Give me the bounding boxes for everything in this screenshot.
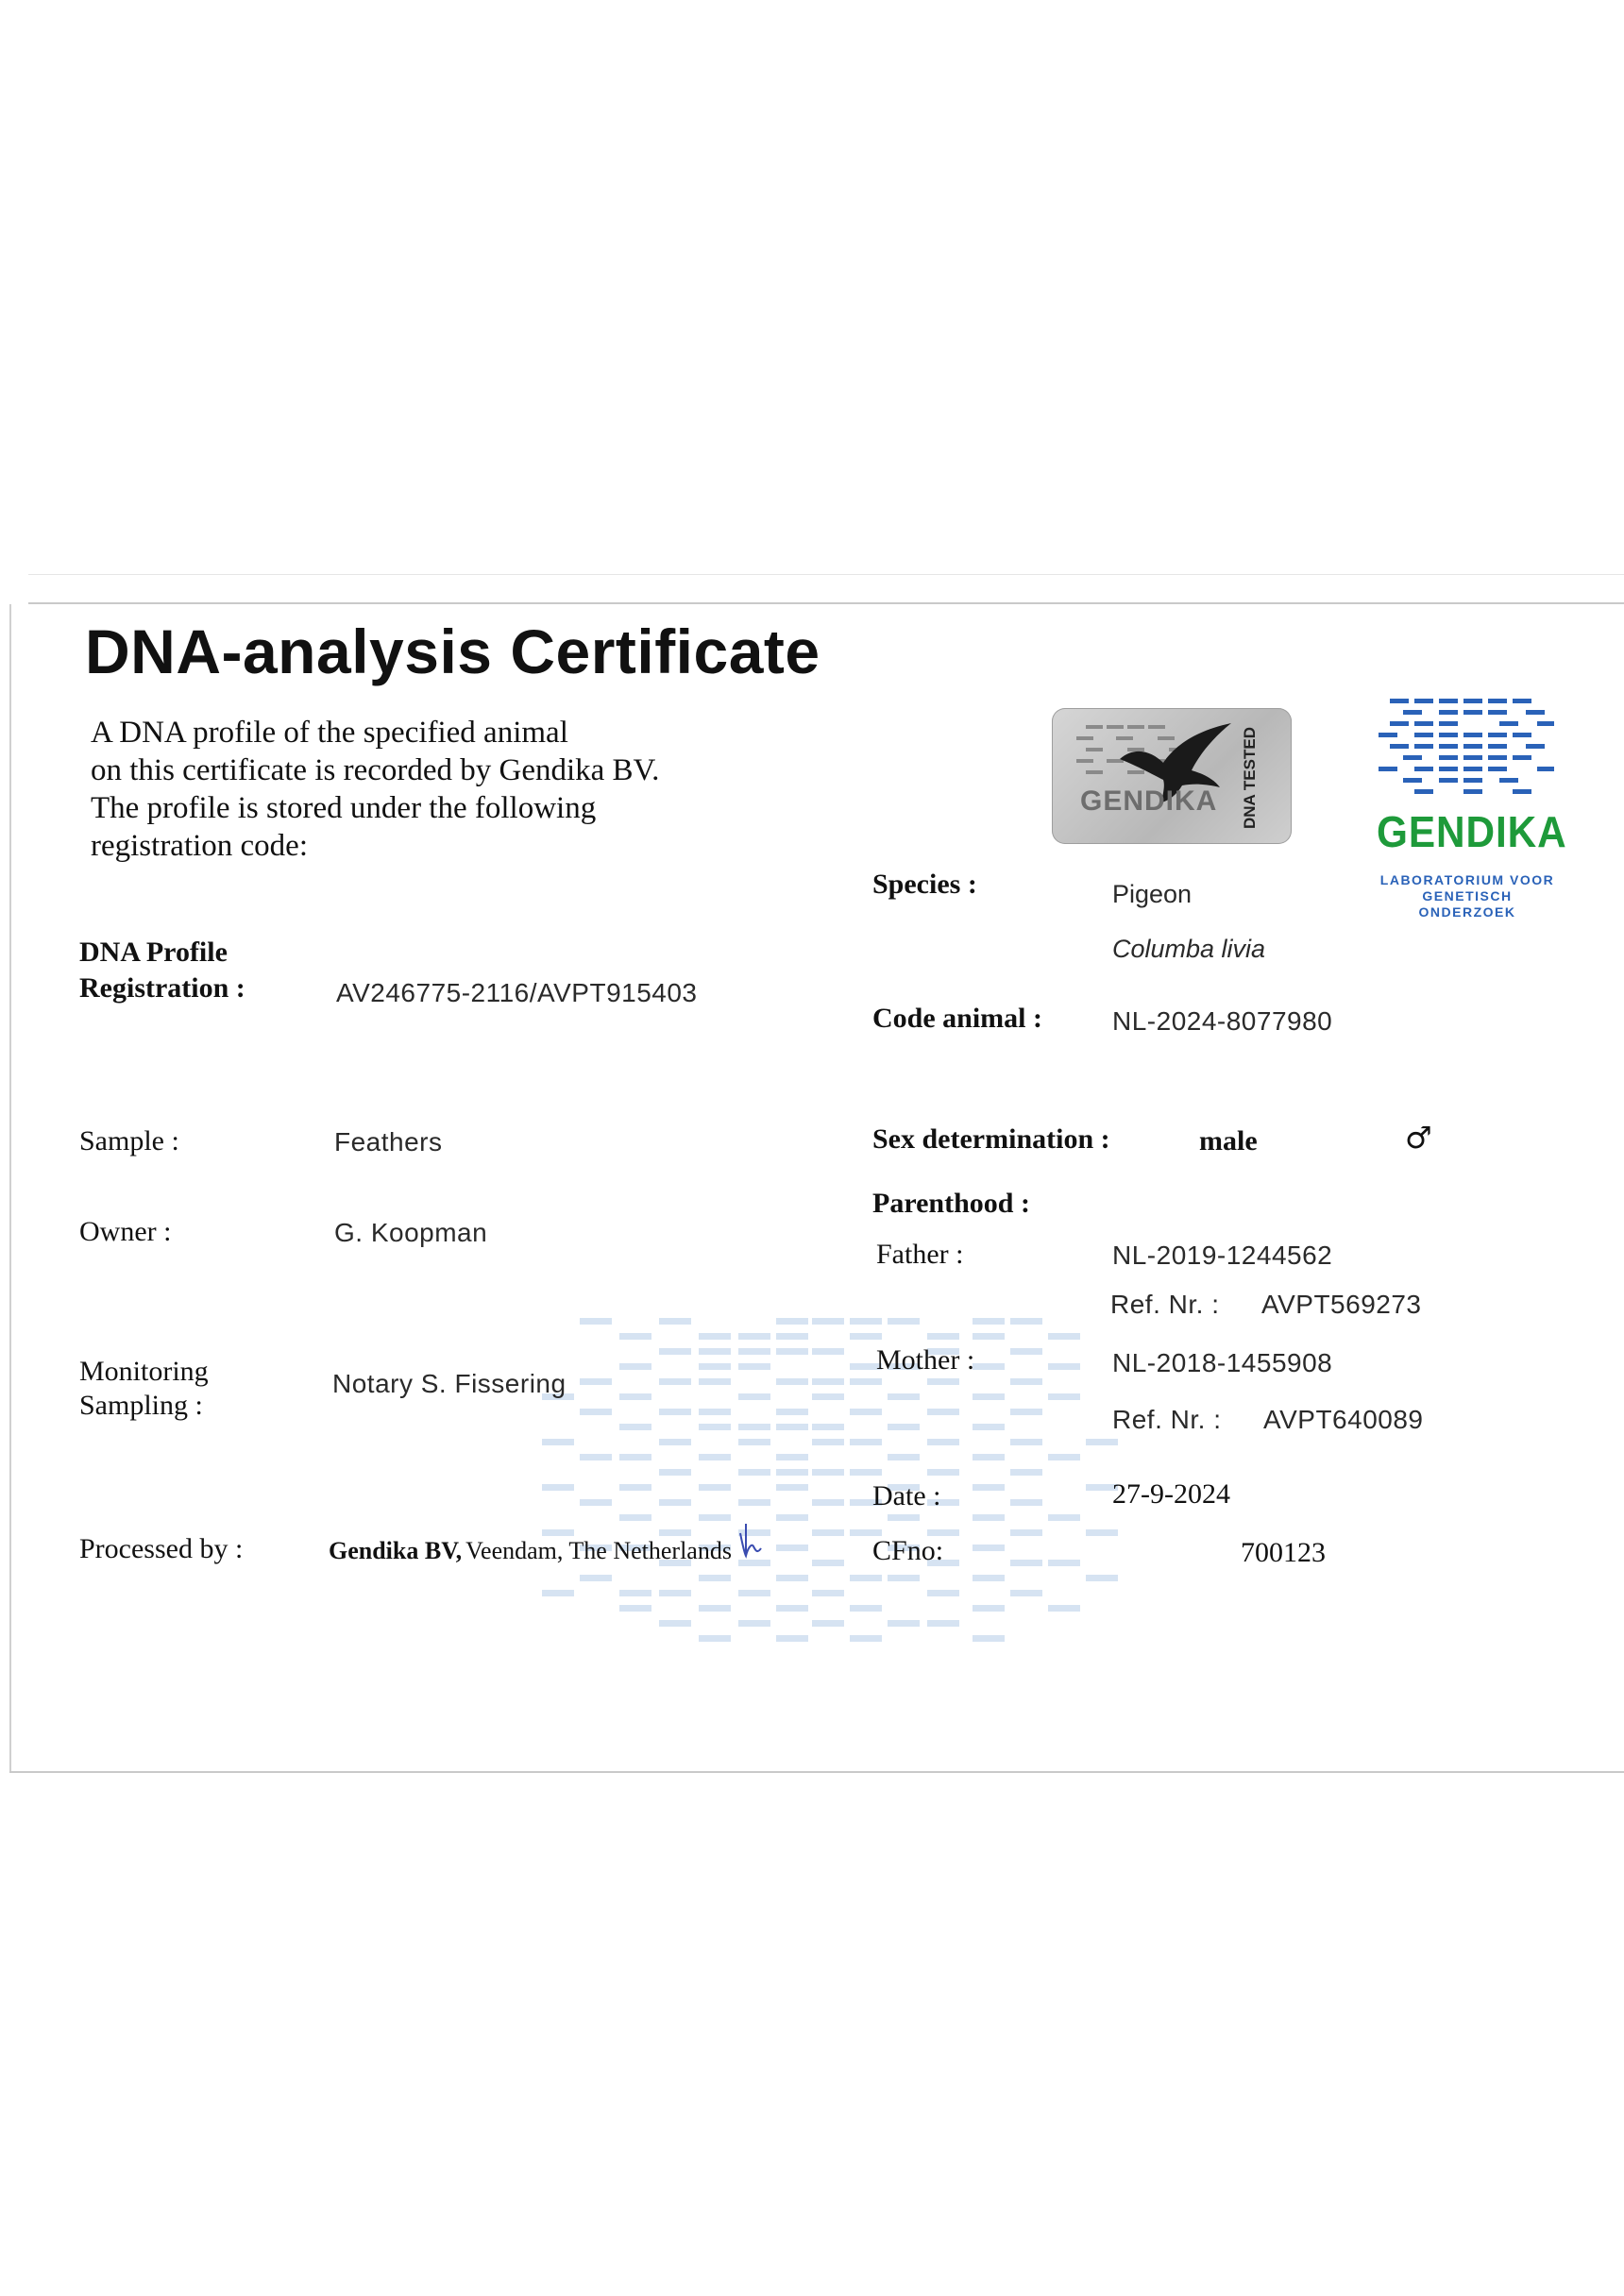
monitoring-label-line1: Monitoring — [79, 1356, 209, 1387]
species-label: Species : — [872, 869, 977, 900]
certificate-title: DNA-analysis Certificate — [85, 616, 820, 686]
monitoring-value: Notary S. Fissering — [332, 1369, 567, 1398]
mother-ref-value: AVPT640089 — [1263, 1405, 1424, 1434]
intro-line: registration code: — [91, 829, 309, 863]
code-animal-label: Code animal : — [872, 1003, 1042, 1034]
card-edge-outer — [28, 574, 1624, 575]
parenthood-label: Parenthood : — [872, 1188, 1030, 1219]
father-label: Father : — [876, 1239, 964, 1270]
father-value: NL-2019-1244562 — [1112, 1241, 1333, 1270]
dna-watermark — [538, 1312, 1133, 1662]
card-top-edge — [28, 602, 1624, 604]
owner-label: Owner : — [79, 1216, 172, 1247]
registration-label-line1: DNA Profile — [79, 937, 228, 968]
cfno-label: CFno: — [872, 1535, 944, 1566]
cfno-value: 700123 — [1241, 1537, 1326, 1568]
initials-signature-icon — [736, 1520, 765, 1562]
processed-value — [329, 1537, 732, 1565]
mother-value: NL-2018-1455908 — [1112, 1348, 1333, 1377]
processed-company: Gendika BV, — [329, 1537, 463, 1564]
owner-value: G. Koopman — [334, 1218, 488, 1247]
seal-tested-label: DNA TESTED — [1241, 727, 1259, 829]
male-symbol-icon: ♂ — [1405, 1120, 1432, 1156]
sample-label: Sample : — [79, 1125, 179, 1156]
date-value: 27-9-2024 — [1112, 1478, 1230, 1510]
registration-label-line2: Registration : — [79, 972, 245, 1004]
gendika-logo-icon — [1377, 695, 1556, 799]
intro-paragraph — [91, 714, 659, 865]
species-latin: Columba livia — [1112, 935, 1266, 963]
sample-value: Feathers — [334, 1127, 443, 1156]
intro-line: The profile is stored under the following — [91, 791, 597, 825]
code-animal-value: NL-2024-8077980 — [1112, 1006, 1333, 1036]
logo-subtitle — [1379, 872, 1556, 920]
date-label: Date : — [872, 1480, 941, 1511]
seal-tested-label-wrap — [1237, 718, 1275, 835]
card-bottom-edge — [9, 1771, 1624, 1773]
seal-brand: GENDIKA — [1080, 785, 1218, 817]
logo-subtitle-line: GENETISCH ONDERZOEK — [1418, 888, 1516, 920]
intro-line: on this certificate is recorded by Gendika BV. — [91, 753, 660, 787]
father-ref-label: Ref. Nr. : — [1110, 1290, 1220, 1319]
monitoring-label-line2: Sampling : — [79, 1390, 203, 1421]
processed-location: Veendam, The Netherlands — [465, 1537, 732, 1564]
father-ref-value: AVPT569273 — [1261, 1290, 1422, 1319]
species-common: Pigeon — [1112, 880, 1193, 908]
dna-tested-seal — [1052, 708, 1292, 844]
sex-value: male — [1199, 1125, 1258, 1156]
logo-brand-name: GENDIKA — [1377, 807, 1567, 856]
intro-line: A DNA profile of the specified animal — [91, 716, 568, 750]
mother-label: Mother : — [876, 1344, 975, 1376]
registration-value: AV246775-2116/AVPT915403 — [336, 978, 698, 1007]
sex-label: Sex determination : — [872, 1123, 1110, 1155]
logo-subtitle-line: LABORATORIUM VOOR — [1379, 872, 1555, 887]
card-left-edge — [9, 604, 11, 1771]
processed-label: Processed by : — [79, 1533, 244, 1564]
mother-ref-label: Ref. Nr. : — [1112, 1405, 1222, 1434]
